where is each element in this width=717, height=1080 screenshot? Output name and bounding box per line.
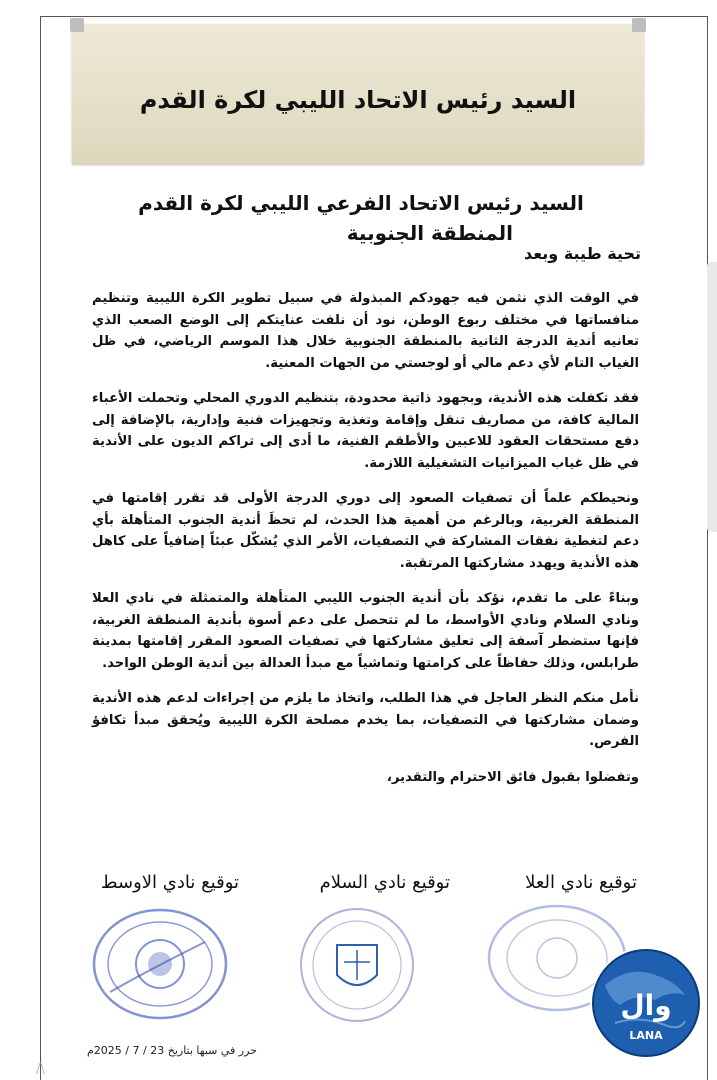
signature-label-salam: توقيع نادي السلام — [319, 872, 450, 893]
scroll-left-curl — [70, 18, 84, 32]
signature-label-awasat: توقيع نادي الاوسط — [100, 872, 239, 893]
scroll-title: السيد رئيس الاتحاد الليبي لكرة القدم — [139, 86, 577, 114]
corner-mark: /\ — [36, 1062, 45, 1077]
paragraph-4: وبناءً على ما تقدم، نؤكد بأن أندية الجنوب الليبي المتأهلة والمتمثلة في نادي العلا ونادي السلام ونادي الأواسط، ما لم تتحصل على دعم أسوة بأندية المنطقة الغربية، فإنها ستضطر آسفة إلى تعليق مشاركتها في تصفيات الصعود المقرر إقامتها بمدينة طرابلس، وذلك حفاظاً على كرامتها وتماشياً مع مبدأ العدالة بين أندية الوطن الواحد. — [92, 591, 639, 671]
title-scroll-banner — [72, 24, 644, 164]
paragraph-5: نأمل منكم النظر العاجل في هذا الطلب، واتخاذ ما يلزم من إجراءات لدعم هذه الأندية وضمان مشاركتها في التصفيات، بما يخدم مصلحة الكرة الليبية ويُحقق مبدأ تكافؤ الفرص. — [92, 691, 639, 749]
scroll-right-curl — [632, 18, 646, 32]
greeting: تحية طيبة وبعد — [524, 244, 641, 263]
date-line: حرر في سبها بتاريخ 23 / 7 / 2025م — [87, 1044, 257, 1057]
recipient-line2: المنطقة الجنوبية — [346, 221, 513, 245]
lana-logo-arabic: وال — [620, 989, 672, 1022]
lana-logo-latin: LANA — [629, 1029, 663, 1042]
paragraph-3: ونحيطكم علماً أن تصفيات الصعود إلى دوري الدرجة الأولى قد تقرر إقامتها في المنطقة الغربية، وبالرغم من أهمية هذا الحدث، لم تحظَ أندية الجنوب المتأهلة بأي دعم لتغطية نفقات المشاركة في التصفيات، الأمر الذي يُشكّل عبئاً إضافياً على كاهل هذه الأندية ويهدد مشاركتها المرتقبة. — [92, 491, 639, 571]
stamp-awasat — [85, 902, 235, 1027]
paragraph-1: في الوقت الذي نثمن فيه جهودكم المبذولة في سبيل تطوير الكرة الليبية وتنظيم منافساتها في مختلف ربوع الوطن، نود أن نلفت عنايتكم إلى الوضع الصعب الذي تعانيه أندية الدرجة الثانية بالمنطقة الجنوبية خلال هذا الموسم الرياضي، في ظل الغياب التام لأي دعم مالي أو لوجستي من الجهات المعنية. — [92, 291, 639, 371]
side-scroll-rail — [707, 262, 717, 532]
closing: وتفضلوا بقبول فائق الاحترام والتقدير، — [386, 769, 639, 785]
lana-logo — [585, 945, 707, 1065]
recipient-line1: السيد رئيس الاتحاد الفرعي الليبي لكرة القدم — [138, 191, 584, 215]
stamp-salam — [292, 900, 422, 1030]
signature-label-ula: توقيع نادي العلا — [525, 872, 637, 893]
letter-body — [92, 288, 639, 802]
paragraph-2: فقد تكفلت هذه الأندية، وبجهود ذاتية محدودة، بتنظيم الدوري المحلي وتحملت الأعباء المالية كافة، من مصاريف تنقل وإقامة وتغذية وتجهيزات فنية وإدارية، بالإضافة إلى دفع مستحقات العقود للاعبين والأطقم الفنية، ما أدى إلى تراكم الديون على الأندية في ظل غياب الميزانيات التشغيلية اللازمة. — [92, 391, 639, 471]
recipient-block — [81, 188, 641, 248]
